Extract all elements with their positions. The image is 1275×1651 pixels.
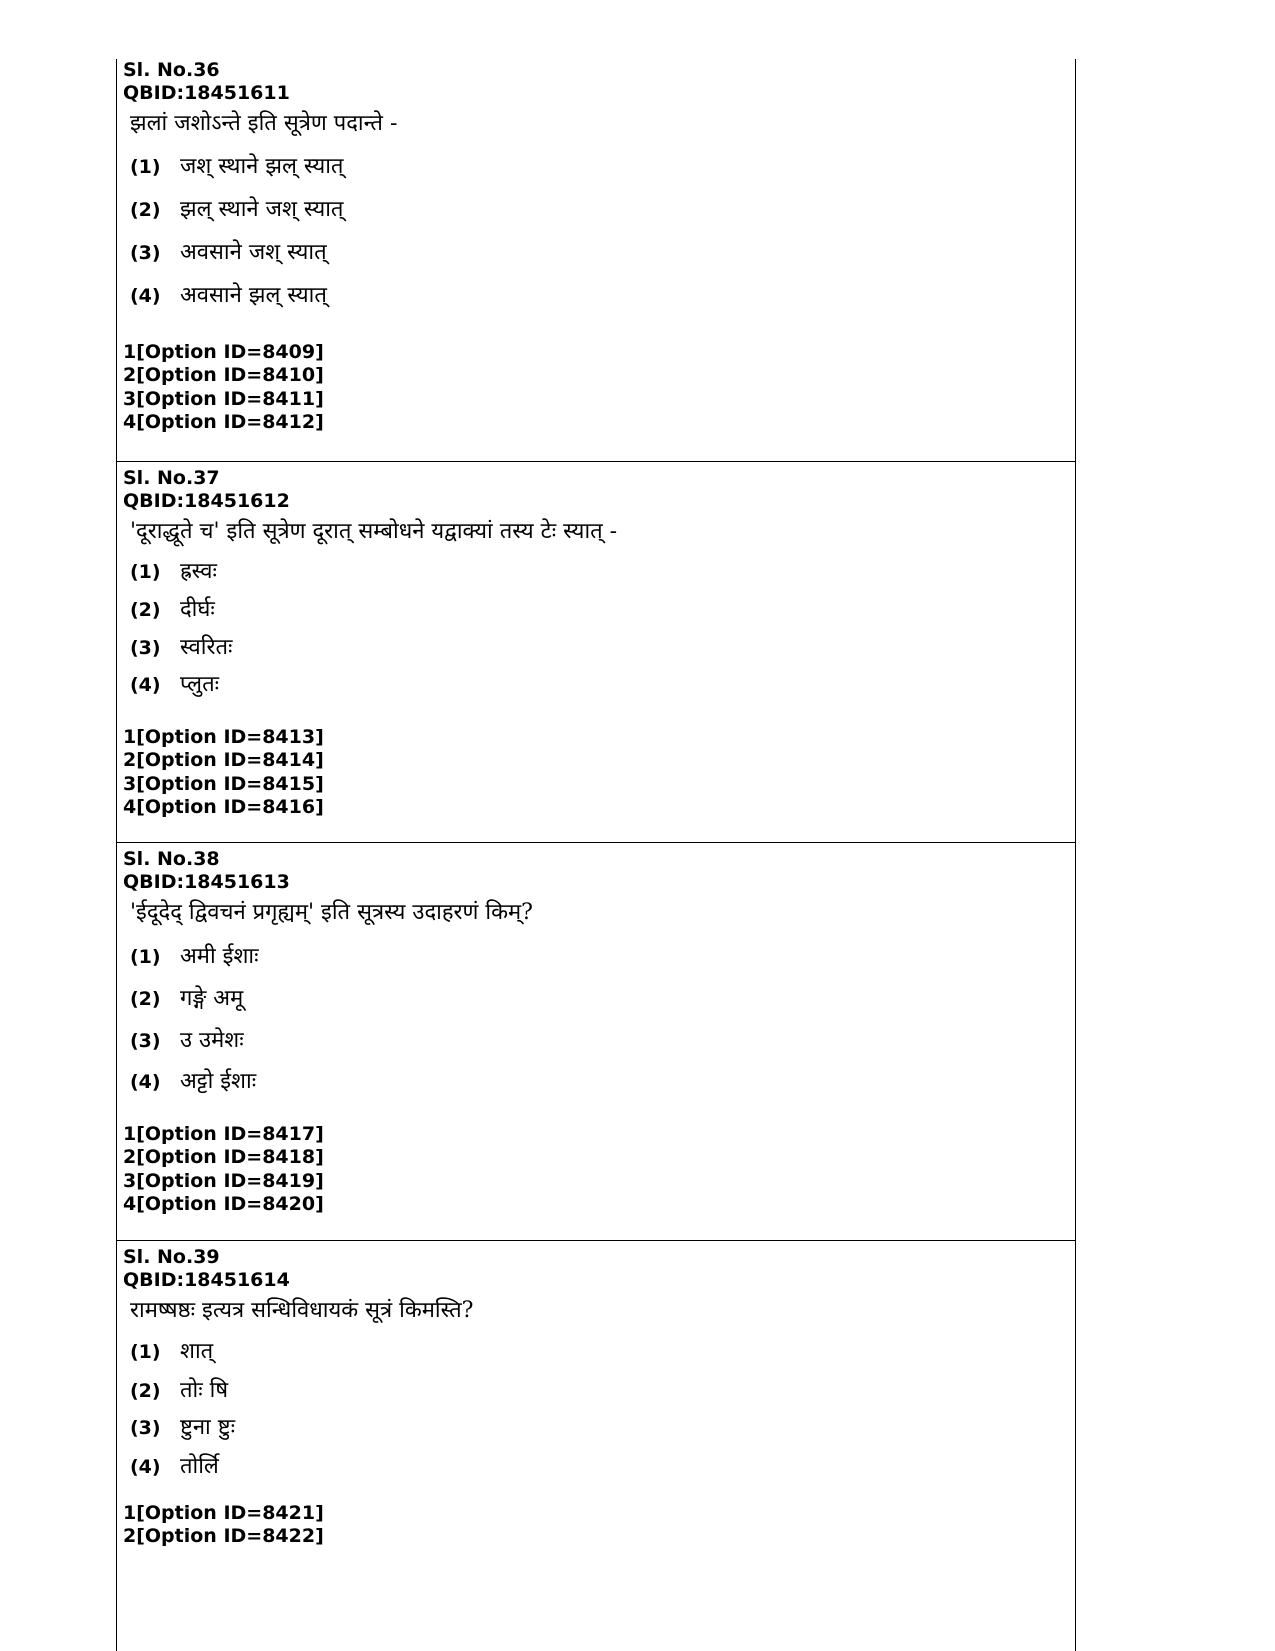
qbid: QBID:18451613 <box>123 871 290 893</box>
option-number: (2) <box>130 988 161 1010</box>
option-4 <box>130 281 327 311</box>
option-number: (1) <box>130 1341 161 1363</box>
option-id: 3[Option ID=8411] <box>123 387 324 410</box>
option-text: अवसाने झल् स्यात् <box>180 283 327 308</box>
option-text: ष्टुना ष्टुः <box>180 1415 236 1440</box>
option-number: (4) <box>130 674 161 696</box>
question-text: 'दूराद्धूते च' इति सूत्रेण दूरात् सम्बोधने यद्वाक्यां तस्य टेः स्यात् - <box>130 519 618 544</box>
option-number: (3) <box>130 1417 161 1439</box>
question-sheet <box>116 59 1076 1651</box>
option-id: 3[Option ID=8415] <box>123 772 324 795</box>
option-id-list <box>123 1123 324 1216</box>
option-text: शात् <box>180 1339 214 1364</box>
option-id: 2[Option ID=8418] <box>123 1146 324 1169</box>
option-id: 1[Option ID=8421] <box>123 1502 324 1524</box>
question-block-37 <box>117 462 1075 843</box>
option-text: अमी ईशाः <box>180 944 259 969</box>
serial-number: Sl. No.37 <box>123 467 220 489</box>
option-number: (1) <box>130 946 161 968</box>
option-text: अवसाने जश् स्यात् <box>180 240 327 265</box>
option-3 <box>130 633 232 663</box>
qbid: QBID:18451614 <box>123 1269 290 1291</box>
option-3 <box>130 1026 244 1056</box>
qbid: QBID:18451611 <box>123 82 290 104</box>
option-text: झल् स्थाने जश् स्यात् <box>180 197 344 222</box>
option-text: दीर्घः <box>180 597 215 622</box>
question-block-36 <box>117 59 1075 462</box>
option-text: उ उमेशः <box>180 1028 244 1053</box>
serial-number: Sl. No.38 <box>123 848 220 870</box>
option-1 <box>130 1337 213 1367</box>
option-number: (2) <box>130 1380 161 1402</box>
option-id-list <box>123 726 324 819</box>
option-1 <box>130 152 343 182</box>
option-number: (4) <box>130 285 161 307</box>
question-block-38 <box>117 843 1075 1241</box>
option-3 <box>130 1413 235 1443</box>
option-id-list <box>123 341 324 434</box>
option-id: 4[Option ID=8420] <box>123 1192 324 1215</box>
question-text: रामष्षष्ठः इत्यत्र सन्धिविधायकं सूत्रं किमस्ति? <box>130 1298 474 1323</box>
option-number: (2) <box>130 599 161 621</box>
option-text: गङ्गे अमू <box>180 986 244 1011</box>
option-text: ह्रस्वः <box>180 559 217 584</box>
question-text: झलां जशोऽन्ते इति सूत्रेण पदान्ते - <box>130 111 398 136</box>
question-text: 'ईदूदेद् द्विवचनं प्रगृह्यम्' इति सूत्रस्य उदाहरणं किम्? <box>130 900 533 925</box>
option-2 <box>130 195 343 225</box>
option-id: 2[Option ID=8422] <box>123 1525 324 1548</box>
option-id: 1[Option ID=8409] <box>123 341 324 363</box>
option-1 <box>130 557 217 587</box>
option-id-list <box>123 1502 324 1549</box>
option-number: (2) <box>130 199 161 221</box>
option-text: तोः षि <box>180 1378 229 1403</box>
option-4 <box>130 1452 219 1482</box>
option-number: (4) <box>130 1456 161 1478</box>
option-id: 1[Option ID=8413] <box>123 726 324 748</box>
option-2 <box>130 984 243 1014</box>
option-2 <box>130 595 215 625</box>
option-number: (1) <box>130 156 161 178</box>
option-text: जश् स्थाने झल् स्यात् <box>180 154 344 179</box>
option-id: 4[Option ID=8416] <box>123 795 324 818</box>
option-number: (3) <box>130 637 161 659</box>
option-2 <box>130 1376 228 1406</box>
option-number: (4) <box>130 1071 161 1093</box>
option-4 <box>130 670 219 700</box>
option-id: 1[Option ID=8417] <box>123 1123 324 1145</box>
serial-number: Sl. No.39 <box>123 1246 220 1268</box>
qbid: QBID:18451612 <box>123 490 290 512</box>
option-id: 2[Option ID=8414] <box>123 749 324 772</box>
option-id: 4[Option ID=8412] <box>123 410 324 433</box>
option-number: (3) <box>130 1030 161 1052</box>
option-id: 2[Option ID=8410] <box>123 364 324 387</box>
option-id: 3[Option ID=8419] <box>123 1169 324 1192</box>
option-text: स्वरितः <box>180 635 233 660</box>
option-4 <box>130 1067 256 1097</box>
question-block-39 <box>117 1241 1075 1651</box>
option-number: (1) <box>130 561 161 583</box>
serial-number: Sl. No.36 <box>123 59 220 81</box>
option-number: (3) <box>130 242 161 264</box>
option-3 <box>130 238 327 268</box>
option-text: प्लुतः <box>180 672 220 697</box>
option-1 <box>130 942 259 972</box>
option-text: अट्टो ईशाः <box>180 1069 257 1094</box>
option-text: तोर्लि <box>180 1454 219 1479</box>
